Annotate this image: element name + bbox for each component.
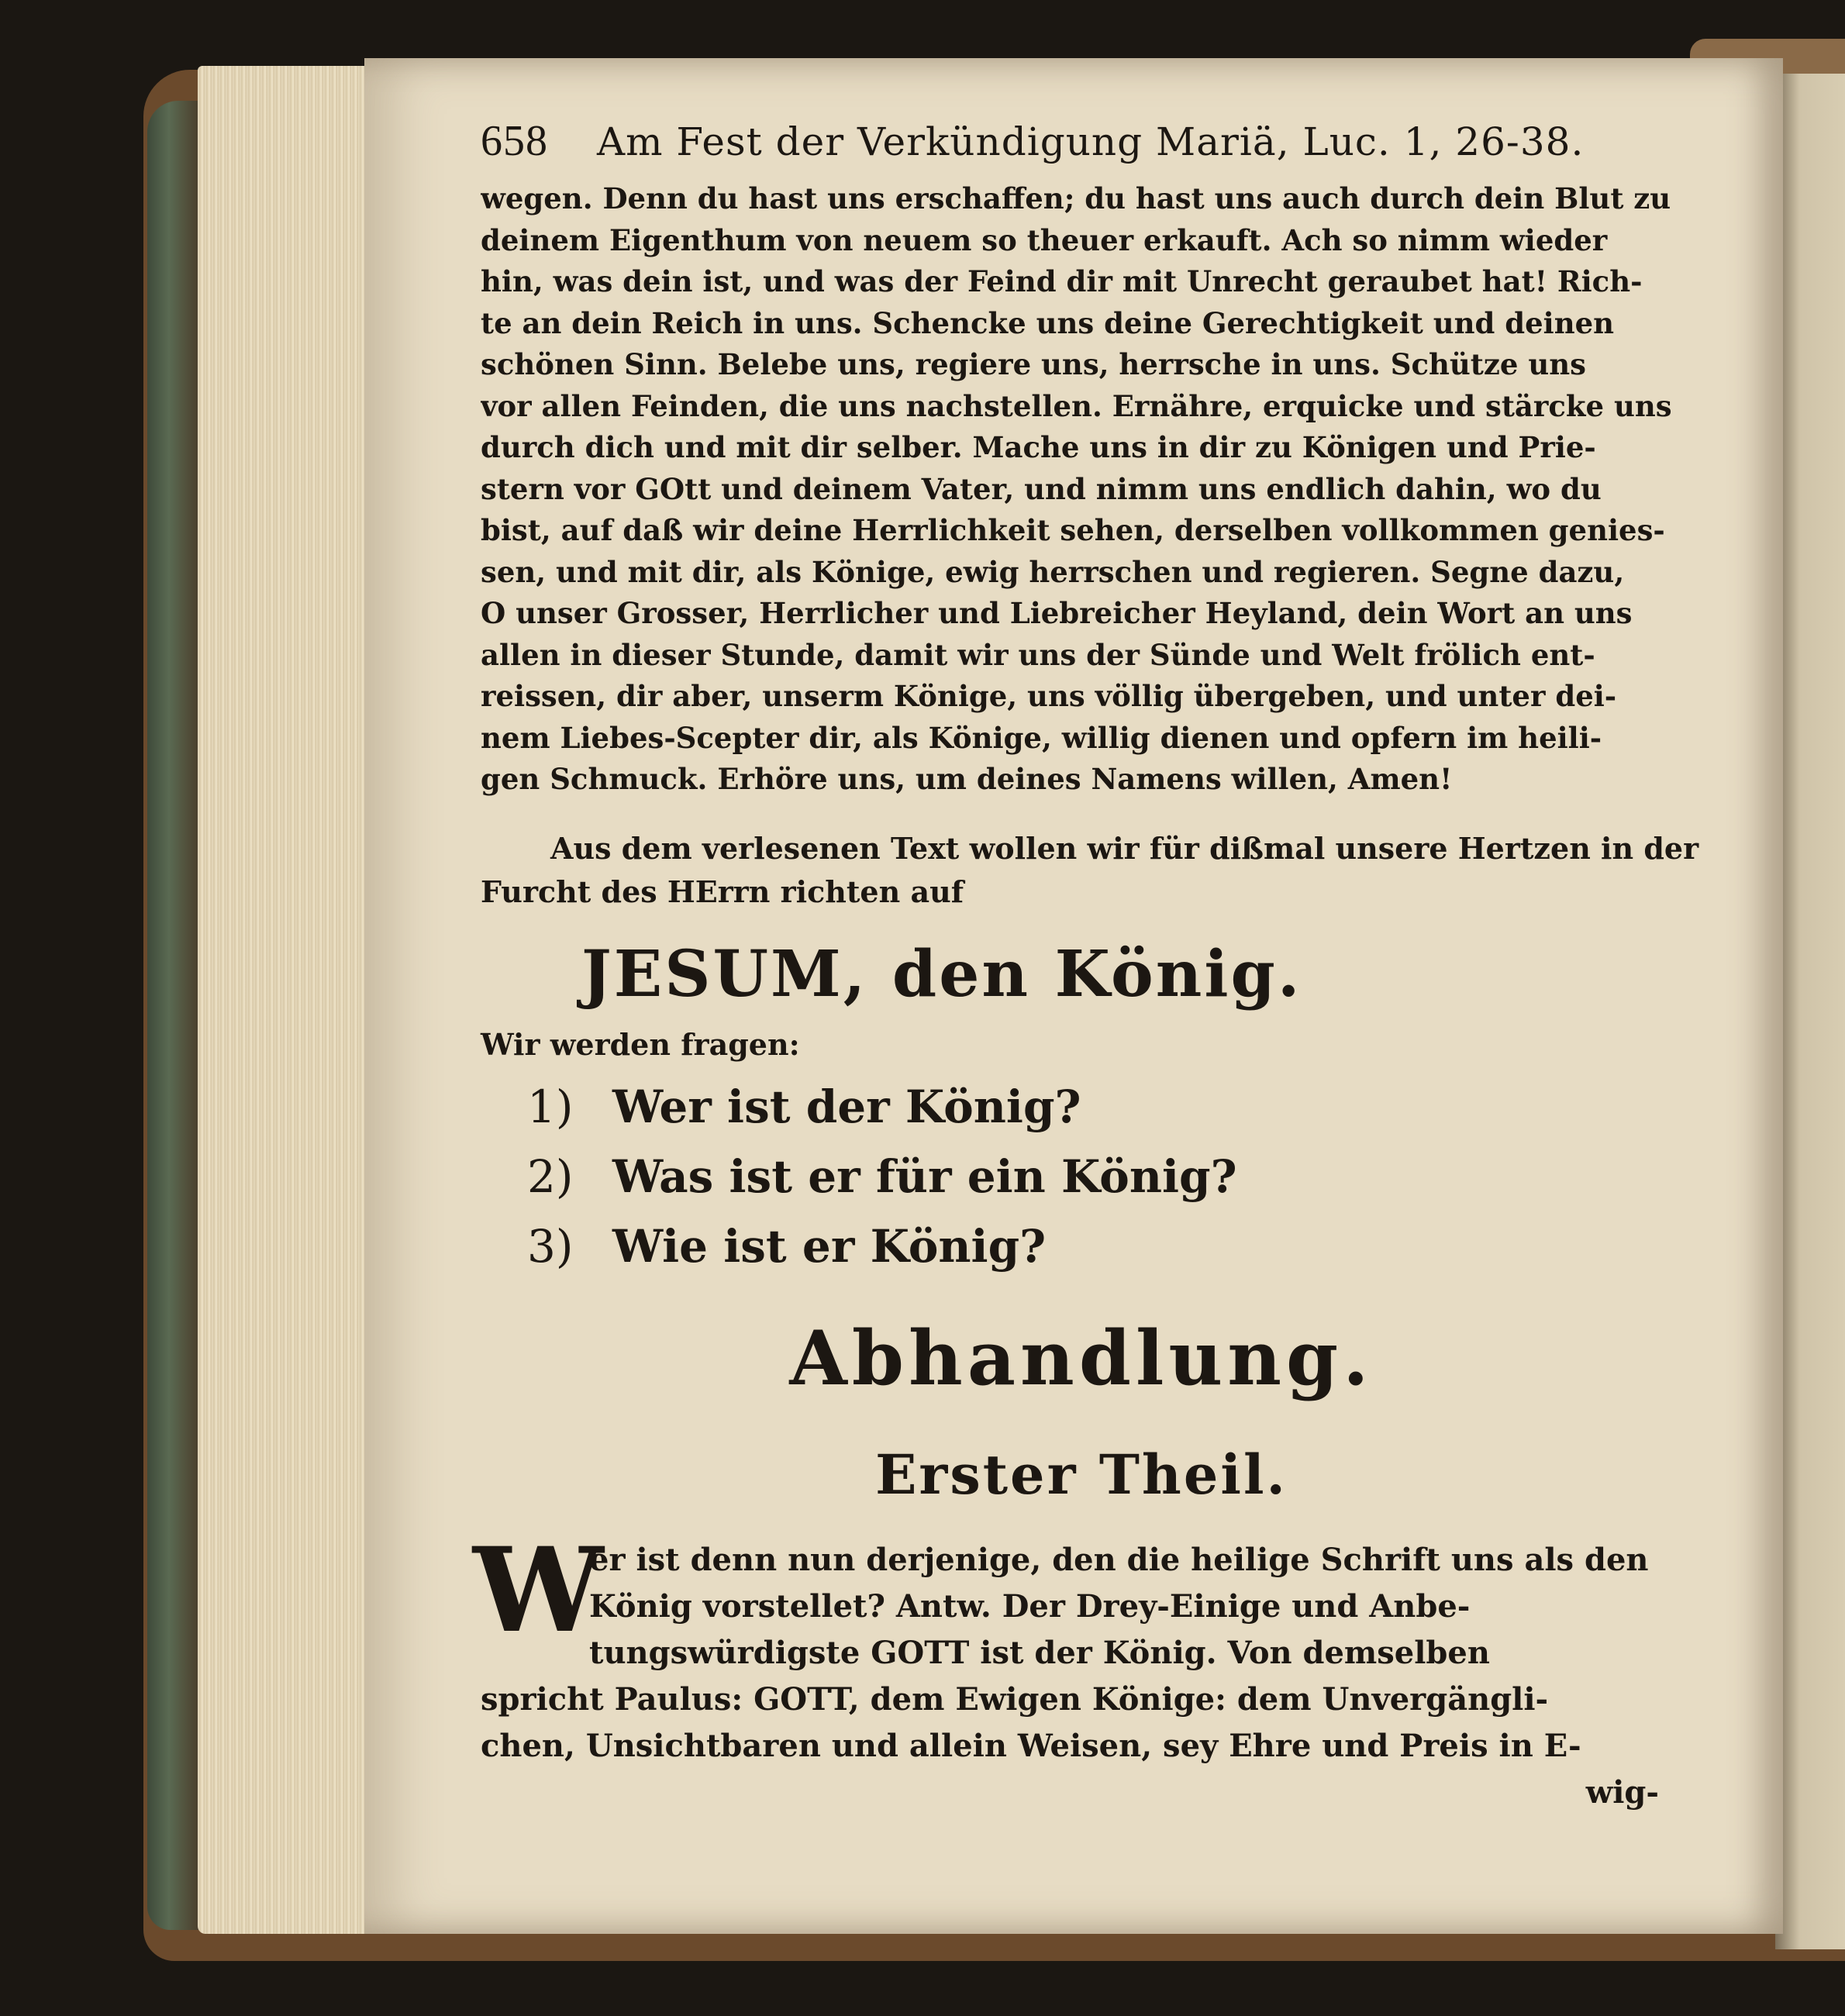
question-item xyxy=(481,1211,1682,1281)
catchword: wig- xyxy=(1585,1773,1659,1811)
text-line: schönen Sinn. Belebe uns, regiere uns, herrsche in uns. Schütze uns xyxy=(481,347,1586,381)
theme-heading: JESUM, den König. xyxy=(581,936,1302,1011)
text-line: vor allen Feinden, die uns nachstellen. Ernähre, erquicke und stärcke uns xyxy=(481,388,1672,423)
adjacent-page-edge xyxy=(1775,74,1845,1949)
page-text xyxy=(473,116,1699,1816)
running-head xyxy=(481,116,1682,178)
question-number: 3) xyxy=(527,1219,574,1273)
question-item xyxy=(481,1072,1682,1142)
text-line: sen, und mit dir, als Könige, ewig herrschen und regieren. Segne dazu, xyxy=(481,554,1625,589)
questions-intro: Wir werden fragen: xyxy=(481,1026,800,1062)
text-line: tungswürdigste GOTT ist der König. Von demselben xyxy=(589,1634,1490,1671)
intro-paragraph xyxy=(481,827,1699,914)
first-part-paragraph xyxy=(473,1521,1682,1816)
text-line: Aus dem verlesenen Text wollen wir für dißmal unsere Hertzen in der xyxy=(550,830,1699,866)
question-number: 2) xyxy=(527,1149,574,1203)
text-line: stern vor GOtt und deinem Vater, und nimm uns endlich dahin, wo du xyxy=(481,471,1602,506)
text-line: allen in dieser Stunde, damit wir uns der Sünde und Welt frölich ent- xyxy=(481,637,1595,672)
question-number: 1) xyxy=(527,1080,574,1133)
text-line: König vorstellet? Antw. Der Drey-Einige und Anbe- xyxy=(589,1587,1471,1625)
page-number: 658 xyxy=(481,117,548,165)
running-head-title: Am Fest der Verkündigung Mariä, Luc. 1, 26-38. xyxy=(597,119,1585,164)
part-heading: Erster Theil. xyxy=(875,1442,1288,1507)
prayer-paragraph xyxy=(481,178,1682,801)
text-line: nem Liebes-Scepter dir, als Könige, willig dienen und opfern im heili- xyxy=(481,720,1602,755)
question-text: Was ist er für ein König? xyxy=(612,1149,1237,1203)
text-line: gen Schmuck. Erhöre uns, um deines Namens willen, Amen! xyxy=(481,762,1453,796)
text-line: Furcht des HErrn richten auf xyxy=(481,874,964,909)
drop-cap: W xyxy=(473,1521,604,1659)
text-line: O unser Grosser, Herrlicher und Liebreicher Heyland, dein Wort an uns xyxy=(481,596,1633,630)
text-line: spricht Paulus: GOTT, dem Ewigen Könige: dem Unvergängli- xyxy=(481,1680,1549,1718)
text-line: deinem Eigenthum von neuem so theuer erkauft. Ach so nimm wieder xyxy=(481,222,1608,257)
text-line: chen, Unsichtbaren und allein Weisen, sey Ehre und Preis in E- xyxy=(481,1727,1581,1764)
question-item xyxy=(481,1142,1682,1211)
text-line: bist, auf daß wir deine Herrlichkeit sehen, derselben vollkommen genies- xyxy=(481,513,1665,547)
page-edges xyxy=(198,66,376,1934)
text-line: er ist denn nun derjenige, den die heilige Schrift uns als den xyxy=(589,1541,1649,1578)
text-line: te an dein Reich in uns. Schencke uns deine Gerechtigkeit und deinen xyxy=(481,305,1615,340)
text-line: wegen. Denn du hast uns erschaffen; du hast uns auch durch dein Blut zu xyxy=(481,181,1671,215)
text-line: durch dich und mit dir selber. Mache uns in dir zu Königen und Prie- xyxy=(481,430,1596,464)
section-heading: Abhandlung. xyxy=(789,1314,1374,1402)
question-text: Wie ist er König? xyxy=(612,1219,1047,1273)
book-spine xyxy=(147,101,202,1930)
text-line: reissen, dir aber, unserm Könige, uns völlig übergeben, und unter dei- xyxy=(481,679,1617,713)
question-text: Wer ist der König? xyxy=(612,1080,1081,1133)
text-line: hin, was dein ist, und was der Feind dir mit Unrecht geraubet hat! Rich- xyxy=(481,264,1643,298)
